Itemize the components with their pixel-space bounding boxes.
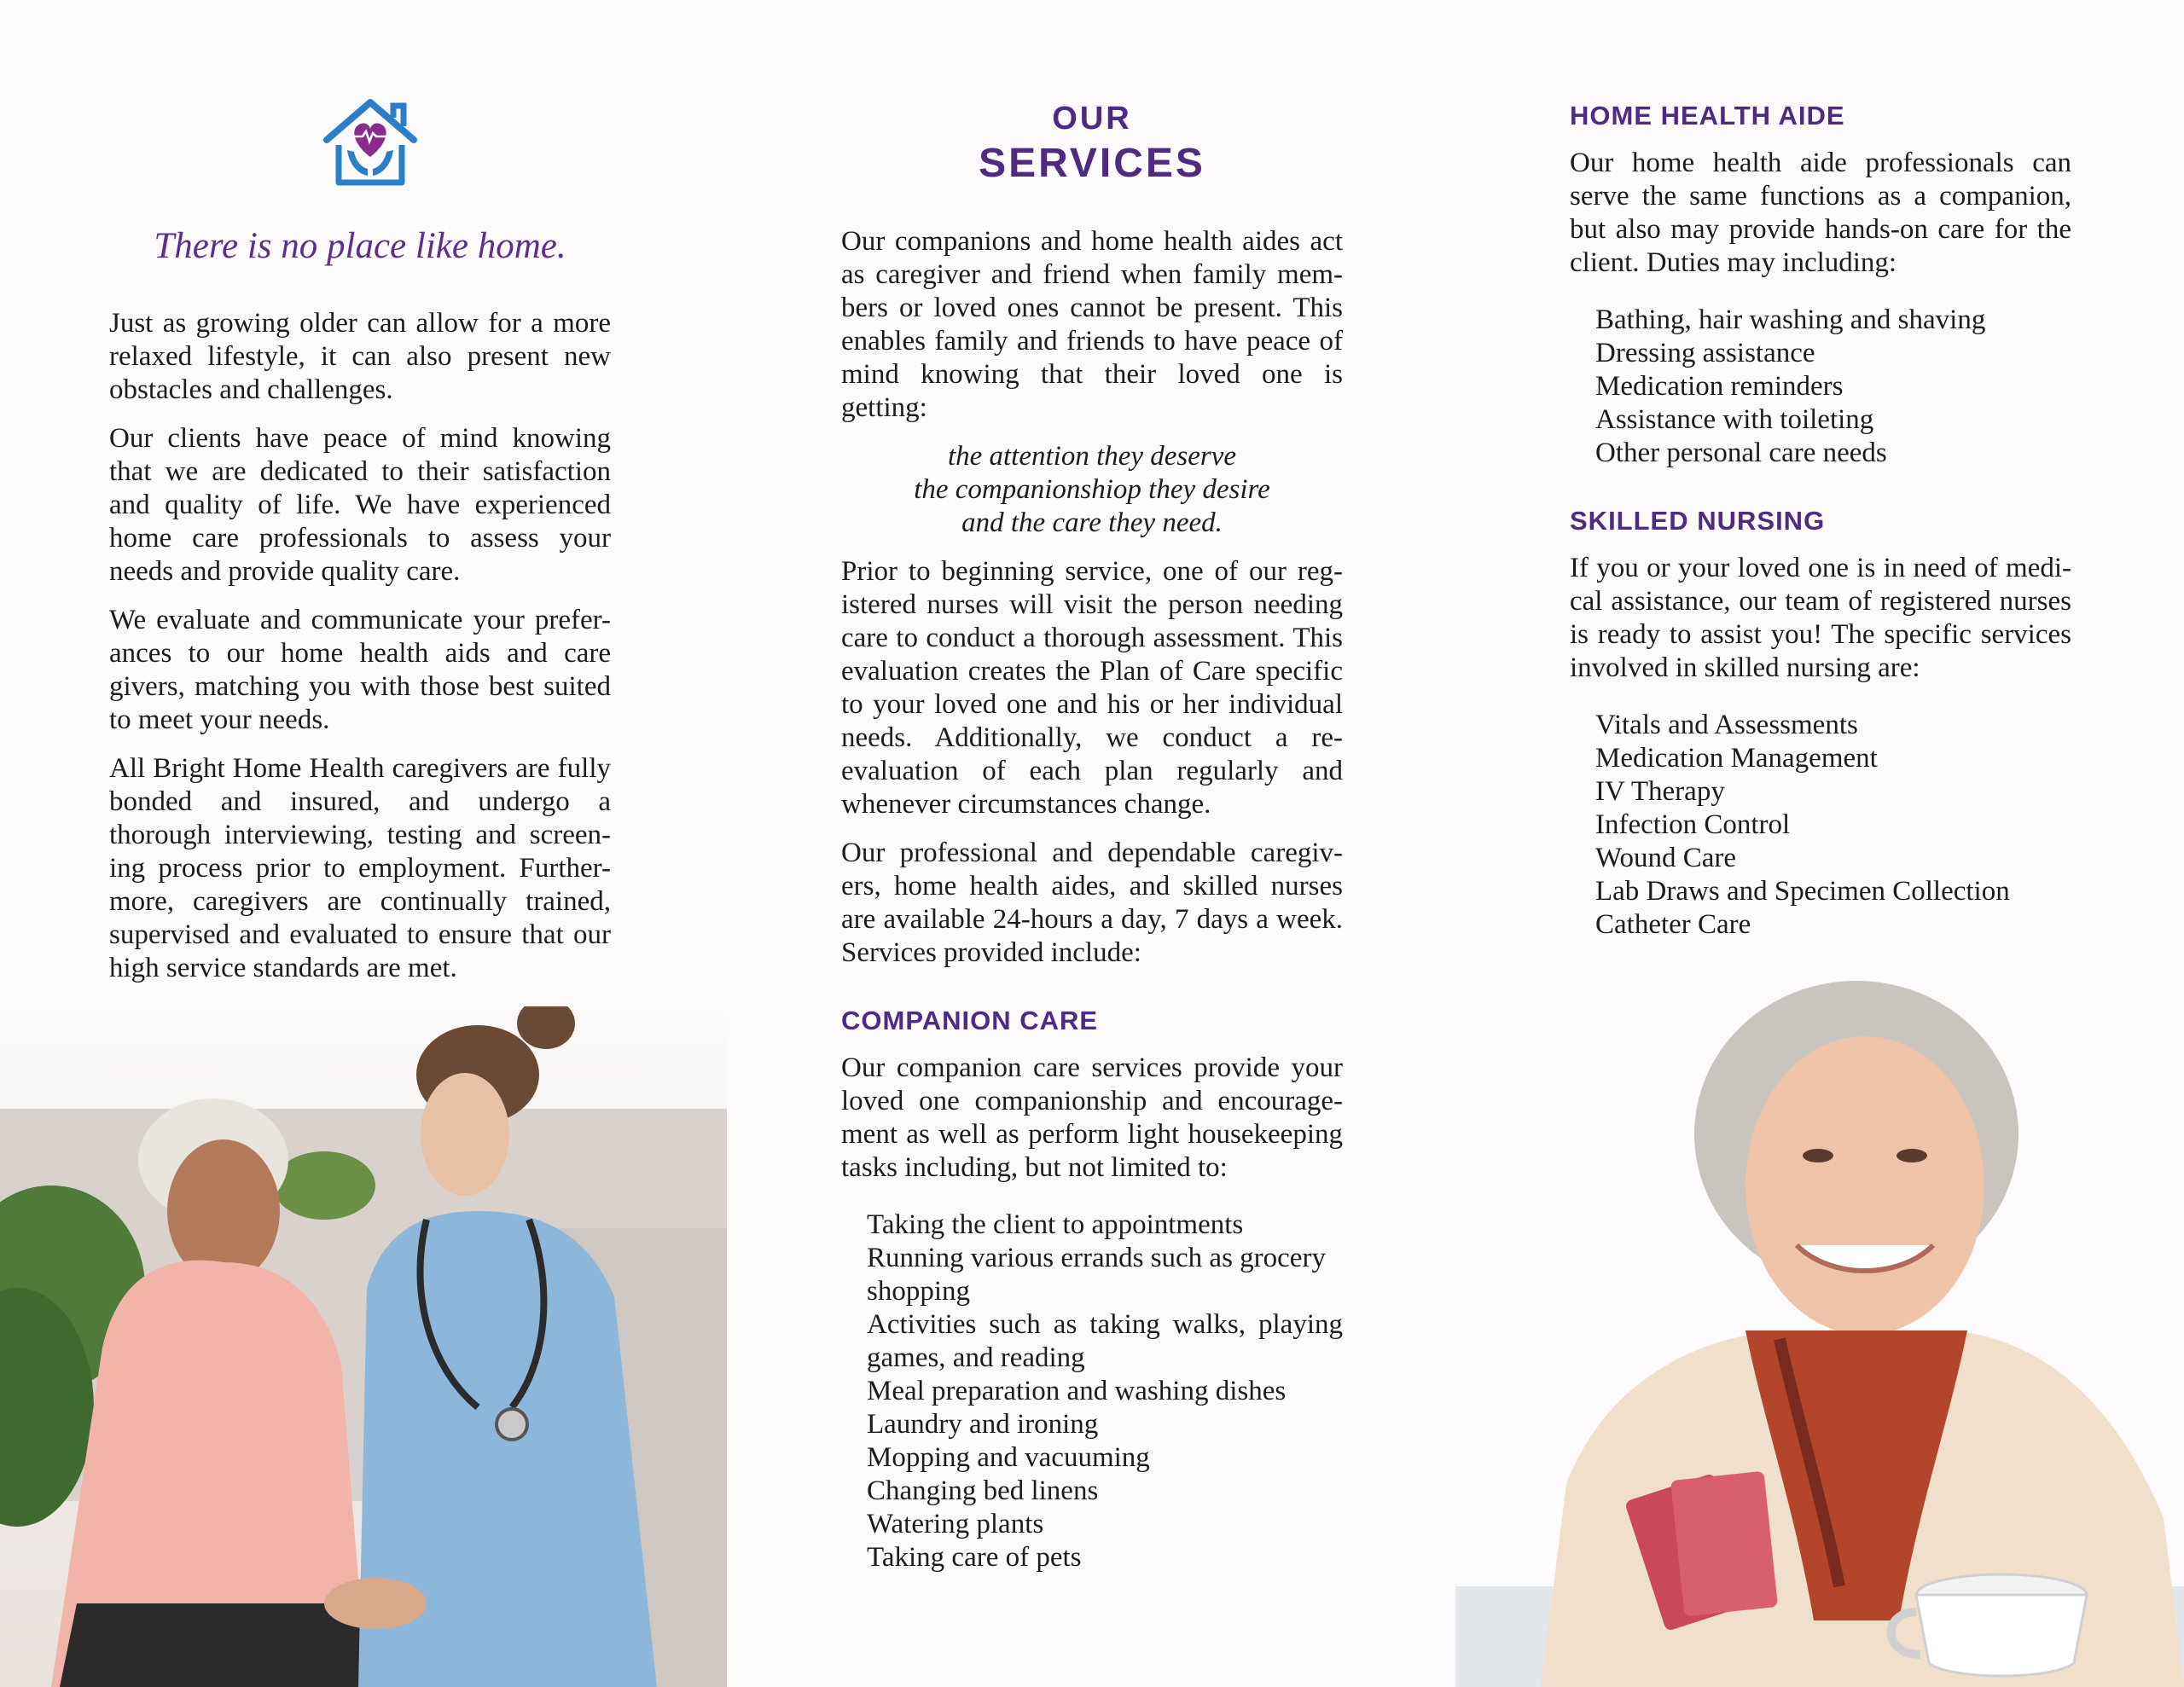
nurse-and-elder-photo xyxy=(0,1006,727,1687)
clients-paragraph: Our clients have peace of mind knowing that we are dedicated to their satisfaction and quality of life. We have experienced home care professionals to assess your needs and provide quality care. xyxy=(109,423,611,587)
care-quote xyxy=(841,440,1343,540)
list-item: Mopping and vacuuming xyxy=(867,1442,1150,1473)
right-column xyxy=(1570,101,2071,942)
home-heart-logo-icon xyxy=(320,97,421,189)
list-item: Taking the client to appointments xyxy=(867,1209,1244,1240)
list-item: Lab Draws and Specimen Collection xyxy=(1595,876,2010,907)
list-item: Running various errands such as grocery shopping xyxy=(867,1243,1326,1307)
list-item: Other personal care needs xyxy=(1595,438,1887,468)
list-item: Assistance with toileting xyxy=(1595,404,1874,435)
skilled-nursing-text: If you or your loved one is in need of medi-cal assistance, our team of registered nurses is ready to assist you! The specific services involved in skilled nursing are: xyxy=(1570,553,2071,683)
companion-care-text: Our companion care services provide your loved one companionship and encourage-ment as well as perform light housekeeping tasks including, but not limited to: xyxy=(841,1052,1343,1183)
list-item: Wound Care xyxy=(1595,843,1737,873)
services-heading-top: OUR xyxy=(1052,101,1132,136)
companion-care-heading: COMPANION CARE xyxy=(841,1006,1099,1035)
services-heading: SERVICES xyxy=(979,141,1205,186)
quote-line: the attention they deserve xyxy=(947,441,1237,472)
quote-line: and the care they need. xyxy=(961,507,1223,538)
list-item: Changing bed linens xyxy=(867,1475,1099,1506)
list-item: Bathing, hair washing and shaving xyxy=(1595,304,1986,335)
list-item: Vitals and Assessments xyxy=(1595,710,1858,740)
companion-care-list xyxy=(841,1209,1343,1574)
list-item: IV Therapy xyxy=(1595,776,1725,807)
evaluate-paragraph: We evaluate and communicate your prefer-ances to our home health aids and care givers, matching you with those best suited to meet your needs. xyxy=(109,605,611,735)
list-item: Watering plants xyxy=(867,1509,1044,1539)
list-item: Laundry and ironing xyxy=(867,1409,1099,1440)
list-item: Meal preparation and washing dishes xyxy=(867,1376,1287,1406)
list-item: Medication Management xyxy=(1595,743,1878,774)
list-item: Dressing assistance xyxy=(1595,338,1815,368)
assessment-paragraph: Prior to beginning service, one of our reg-istered nurses will visit the person needing care to conduct a thorough assessment. This evaluation creates the Plan of Care specific to your loved one and his or her individual needs. Additionally, we conduct a re-evaluation of each plan regularly and whenever circumstances change. xyxy=(841,556,1343,820)
smiling-elder-photo xyxy=(1455,972,2184,1687)
list-item: Catheter Care xyxy=(1595,909,1751,940)
caregivers-paragraph: All Bright Home Health caregivers are fully bonded and insured, and undergo a thorough interviewing, testing and screen-ing process prior to employment. Further-more, caregivers are continually trained, supervised and evaluated to ensure that our high service standards are met. xyxy=(109,753,611,983)
intro-paragraph: Just as growing older can allow for a more relaxed lifestyle, it can also present new obstacles and challenges. xyxy=(109,308,611,405)
quote-line: the companionshiop they desire xyxy=(914,474,1270,505)
middle-column xyxy=(841,225,1343,1574)
home-health-aide-text: Our home health aide professionals can serve the same functions as a companion, but also may provide hands-on care for the client. Duties may including: xyxy=(1570,148,2071,278)
services-intro: Our companions and home health aides act as caregiver and friend when family mem-bers or loved ones cannot be present. This enables family and friends to have peace of mind knowing that their loved one is getting: xyxy=(841,226,1343,423)
tagline: There is no place like home. xyxy=(154,226,566,266)
list-item: Infection Control xyxy=(1595,809,1791,840)
list-item: Taking care of pets xyxy=(867,1542,1082,1573)
skilled-nursing-heading: SKILLED NURSING xyxy=(1570,506,1826,536)
home-health-aide-heading: HOME HEALTH AIDE xyxy=(1570,101,1845,130)
availability-paragraph: Our professional and dependable caregiv-ers, home health aides, and skilled nurses are available 24-hours a day, 7 days a week. Services provided include: xyxy=(841,838,1343,968)
skilled-nursing-list xyxy=(1570,709,2071,942)
left-column xyxy=(109,307,611,985)
list-item: Activities such as taking walks, playing games, and reading xyxy=(867,1309,1343,1373)
home-health-aide-list xyxy=(1570,304,2071,470)
list-item: Medication reminders xyxy=(1595,371,1844,402)
